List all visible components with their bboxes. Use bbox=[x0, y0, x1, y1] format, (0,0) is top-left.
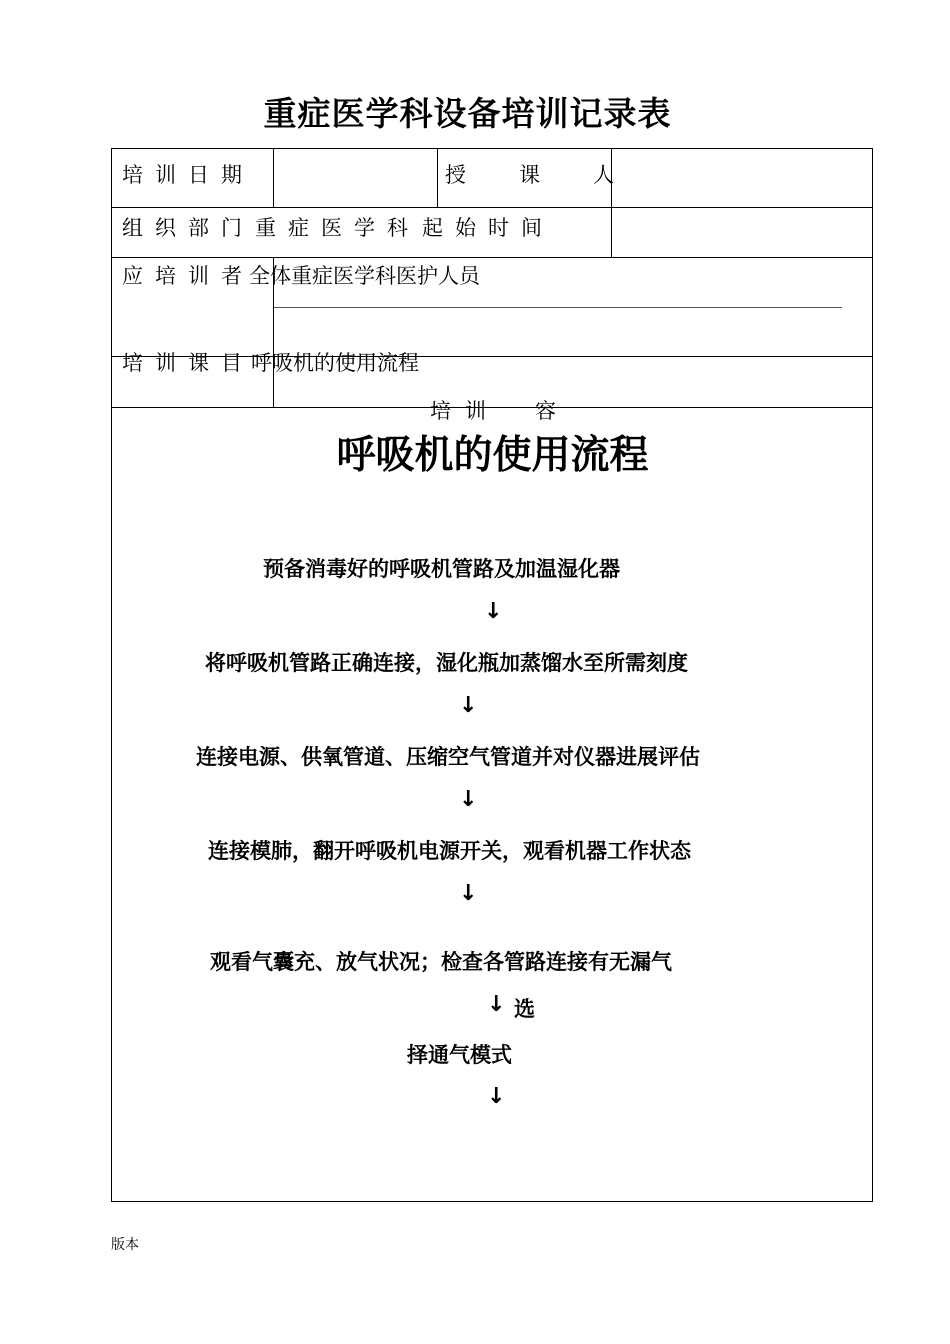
flow-arrow-icon: ↓ bbox=[484, 599, 503, 624]
flow-arrow-icon: ↓ bbox=[487, 1084, 506, 1109]
row-divider-1 bbox=[112, 207, 872, 208]
course-value: 呼吸机的使用流程 bbox=[251, 351, 419, 375]
start-time-label: 起始时间 bbox=[422, 216, 554, 240]
flow-step-3: 连接电源、供氧管道、压缩空气管道并对仪器进展评估 bbox=[196, 745, 700, 769]
training-date-value[interactable] bbox=[284, 159, 424, 189]
version-footer: 版本 bbox=[111, 1237, 139, 1253]
instructor-value[interactable] bbox=[622, 159, 862, 189]
flow-step-1: 预备消毒好的呼吸机管路及加温湿化器 bbox=[263, 557, 620, 581]
flow-arrow-icon: ↓ bbox=[487, 992, 506, 1017]
document-title: 重症医学科设备培训记录表 bbox=[263, 94, 672, 133]
content-title: 呼吸机的使用流程 bbox=[336, 433, 649, 478]
flow-arrow-icon: ↓ bbox=[459, 881, 478, 906]
col-divider-2 bbox=[437, 149, 438, 207]
start-time-value[interactable] bbox=[622, 212, 862, 242]
col-divider-1 bbox=[273, 149, 274, 207]
flow-arrow-icon: ↓ bbox=[459, 693, 478, 718]
row-divider-2 bbox=[112, 257, 872, 258]
course-label: 培训课目 bbox=[122, 351, 254, 375]
flow-step-6-part2: 择通气模式 bbox=[407, 1043, 512, 1067]
flow-step-2: 将呼吸机管路正确连接，湿化瓶加蒸馏水至所需刻度 bbox=[205, 651, 688, 675]
flow-step-4: 连接模肺，翻开呼吸机电源开关，观看机器工作状态 bbox=[208, 839, 691, 863]
department-value: 重症医学科 bbox=[255, 216, 420, 240]
department-label: 组织部门 bbox=[122, 216, 254, 240]
trainees-label: 应培训者 bbox=[122, 264, 254, 288]
training-date-label: 培训日期 bbox=[122, 163, 254, 187]
trainees-value: 全体重症医学科医护人员 bbox=[249, 264, 480, 288]
flow-step-5: 观看气囊充、放气状况；检查各管路连接有无漏气 bbox=[210, 950, 672, 974]
flow-arrow-icon: ↓ bbox=[459, 787, 478, 812]
flow-step-6-part1: 选 bbox=[514, 997, 535, 1021]
trainees-underline bbox=[274, 307, 842, 308]
content-header: 培训 容 bbox=[430, 399, 570, 423]
instructor-label: 授 课 人 bbox=[445, 163, 630, 187]
